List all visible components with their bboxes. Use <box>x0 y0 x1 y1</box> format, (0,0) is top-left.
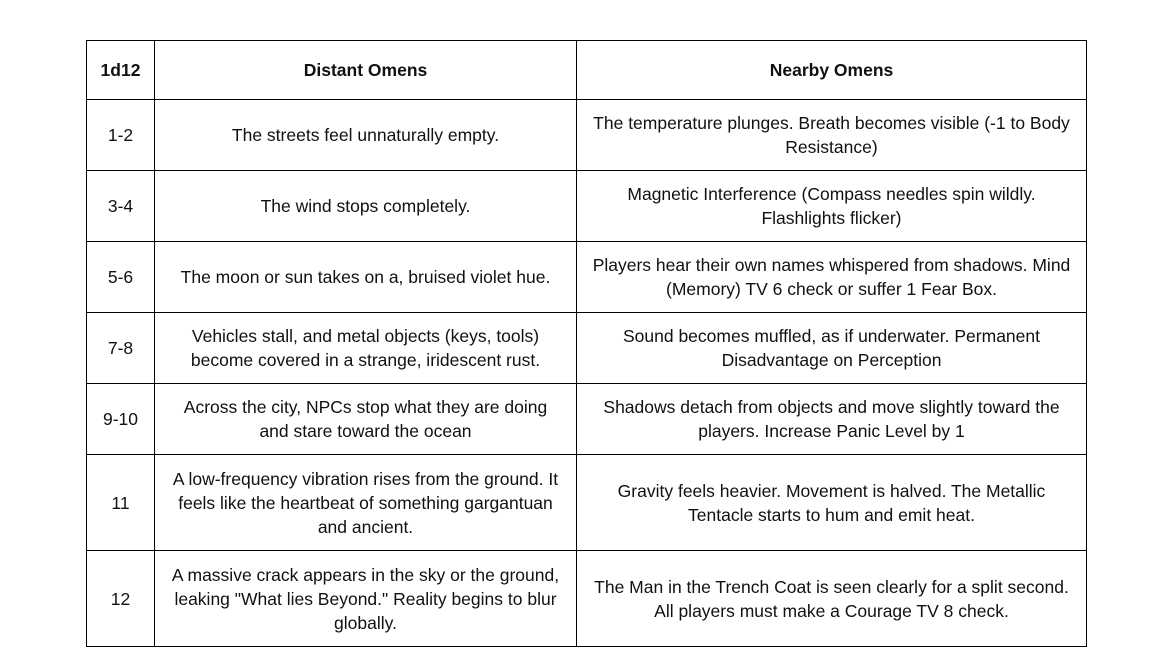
table-row <box>87 242 1087 313</box>
roll-cell: 1-2 <box>87 100 155 171</box>
nearby-omen-cell: Gravity feels heavier. Movement is halved. The Metallic Tentacle starts to hum and emit heat. <box>577 455 1087 551</box>
nearby-omen-cell: The Man in the Trench Coat is seen clearly for a split second. All players must make a Courage TV 8 check. <box>577 551 1087 647</box>
table-row <box>87 455 1087 551</box>
roll-cell: 11 <box>87 455 155 551</box>
distant-omen-cell: A massive crack appears in the sky or the ground, leaking "What lies Beyond." Reality begins to blur globally. <box>155 551 577 647</box>
distant-omen-cell: The streets feel unnaturally empty. <box>155 100 577 171</box>
header-row <box>87 41 1087 100</box>
nearby-omen-cell: The temperature plunges. Breath becomes visible (-1 to Body Resistance) <box>577 100 1087 171</box>
roll-cell: 7-8 <box>87 313 155 384</box>
header-distant-omens: Distant Omens <box>155 41 577 100</box>
distant-omen-cell: Across the city, NPCs stop what they are doing and stare toward the ocean <box>155 384 577 455</box>
header-roll: 1d12 <box>87 41 155 100</box>
nearby-omen-cell: Players hear their own names whispered from shadows. Mind (Memory) TV 6 check or suffer 1 Fear Box. <box>577 242 1087 313</box>
omens-table <box>86 40 1087 647</box>
nearby-omen-cell: Magnetic Interference (Compass needles spin wildly. Flashlights flicker) <box>577 171 1087 242</box>
header-nearby-omens: Nearby Omens <box>577 41 1087 100</box>
nearby-omen-cell: Sound becomes muffled, as if underwater. Permanent Disadvantage on Perception <box>577 313 1087 384</box>
table-row <box>87 100 1087 171</box>
roll-cell: 3-4 <box>87 171 155 242</box>
distant-omen-cell: The wind stops completely. <box>155 171 577 242</box>
table-row <box>87 384 1087 455</box>
distant-omen-cell: A low-frequency vibration rises from the ground. It feels like the heartbeat of something gargantuan and ancient. <box>155 455 577 551</box>
roll-cell: 9-10 <box>87 384 155 455</box>
table-row <box>87 171 1087 242</box>
table-row <box>87 313 1087 384</box>
roll-cell: 5-6 <box>87 242 155 313</box>
distant-omen-cell: The moon or sun takes on a, bruised violet hue. <box>155 242 577 313</box>
distant-omen-cell: Vehicles stall, and metal objects (keys, tools) become covered in a strange, iridescent rust. <box>155 313 577 384</box>
table-row <box>87 551 1087 647</box>
roll-cell: 12 <box>87 551 155 647</box>
nearby-omen-cell: Shadows detach from objects and move slightly toward the players. Increase Panic Level by 1 <box>577 384 1087 455</box>
